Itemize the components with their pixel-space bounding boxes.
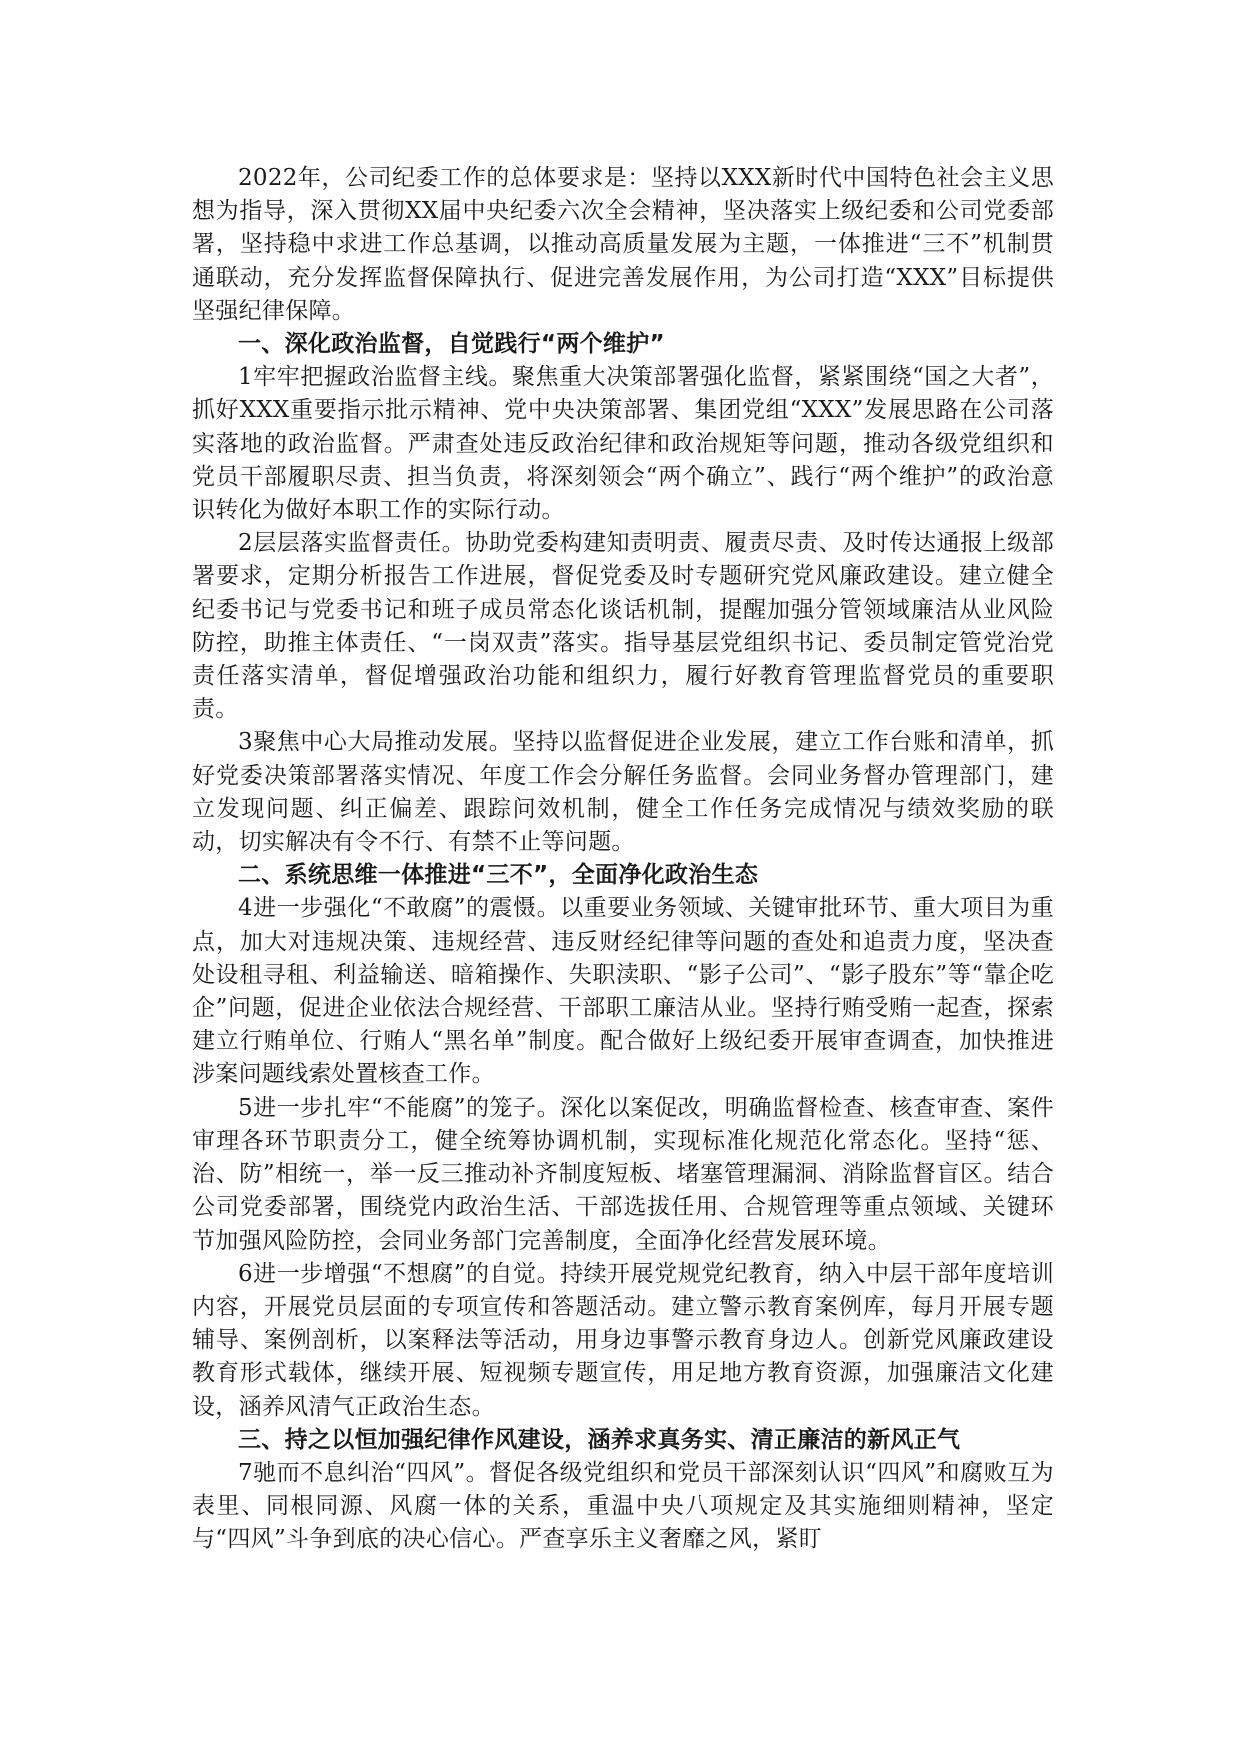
section-3-heading: 三、持之以恒加强纪律作风建设，涵养求真务实、清正廉洁的新风正气 bbox=[238, 1426, 961, 1453]
section-3-paragraph-7: 7驰而不息纠治“四风”。督促各级党组织和党员干部深刻认识“四风”和腐败互为表里、同根同源、风腐一体的关系，重温中央八项规定及其实施细则精神，坚定与“四风”斗争到底的决心信心。严查享乐主义奢靡之风，紧盯 bbox=[192, 1459, 1054, 1553]
section-2-paragraph-4: 4进一步强化“不敢腐”的震慑。以重要业务领域、关键审批环节、重大项目为重点，加大对违规决策、违规经营、违反财经纪律等问题的查处和追责力度，坚决查处设租寻租、利益输送、暗箱操作、失职渎职、“影子公司”、“影子股东”等“靠企吃企”问题，促进企业依法合规经营、干部职工廉洁从业。坚持行贿受贿一起查，探索建立行贿单位、行贿人“黑名单”制度。配合做好上级纪委开展审查调查，加快推进涉案问题线索处置核查工作。 bbox=[192, 895, 1054, 1088]
section-2-paragraph-5: 5进一步扎牢“不能腐”的笼子。深化以案促改，明确监督检查、核查审查、案件审理各环节职责分工，健全统筹协调机制，实现标准化规范化常态化。坚持“惩、治、防”相统一，举一反三推动补齐制度短板、堵塞管理漏洞、消除监督盲区。结合公司党委部署，围绕党内政治生活、干部选拔任用、合规管理等重点领域、关键环节加强风险防控，会同业务部门完善制度，全面净化经营发展环境。 bbox=[192, 1094, 1054, 1254]
intro-paragraph: 2022年，公司纪委工作的总体要求是：坚持以XXX新时代中国特色社会主义思想为指导，深入贯彻XX届中央纪委六次全会精神，坚决落实上级纪委和公司党委部署，坚持稳中求进工作总基调，以推动高质量发展为主题，一体推进“三不”机制贯通联动，充分发挥监督保障执行、促进完善发展作用，为公司打造“XXX”目标提供坚强纪律保障。 bbox=[192, 165, 1054, 324]
section-1-paragraph-2: 2层层落实监督责任。协助党委构建知责明责、履责尽责、及时传达通报上级部署要求，定期分析报告工作进展，督促党委及时专题研究党风廉政建设。建立健全纪委书记与党委书记和班子成员常态化谈话机制，提醒加强分管领域廉洁从业风险防控，助推主体责任、“一岗双责”落实。指导基层党组织书记、委员制定管党治党责任落实清单，督促增强政治功能和组织力，履行好教育管理监督党员的重要职责。 bbox=[192, 530, 1054, 723]
section-1-heading: 一、深化政治监督，自觉践行“两个维护” bbox=[238, 331, 665, 358]
document-page bbox=[192, 162, 1054, 1557]
section-2-heading: 二、系统思维一体推进“三不”，全面净化政治生态 bbox=[238, 862, 759, 889]
section-1-paragraph-3: 3聚焦中心大局推动发展。坚持以监督促进企业发展，建立工作台账和清单，抓好党委决策部署落实情况、年度工作会分解任务监督。会同业务督办管理部门，建立发现问题、纠正偏差、跟踪问效机制，健全工作任务完成情况与绩效奖励的联动，切实解决有令不行、有禁不止等问题。 bbox=[192, 729, 1054, 856]
section-2-paragraph-6: 6进一步增强“不想腐”的自觉。持续开展党规党纪教育，纳入中层干部年度培训内容，开展党员层面的专项宣传和答题活动。建立警示教育案例库，每月开展专题辅导、案例剖析，以案释法等活动，用身边事警示教育身边人。创新党风廉政建设教育形式载体，继续开展、短视频专题宣传，用足地方教育资源，加强廉洁文化建设，涵养风清气正政治生态。 bbox=[192, 1260, 1054, 1420]
section-1-paragraph-1: 1牢牢把握政治监督主线。聚焦重大决策部署强化监督，紧紧围绕“国之大者”，抓好XXX重要指示批示精神、党中央决策部署、集团党组“XXX”发展思路在公司落实落地的政治监督。严肃查处违反政治纪律和政治规矩等问题，推动各级党组织和党员干部履职尽责、担当负责，将深刻领会“两个确立”、践行“两个维护”的政治意识转化为做好本职工作的实际行动。 bbox=[192, 364, 1054, 524]
